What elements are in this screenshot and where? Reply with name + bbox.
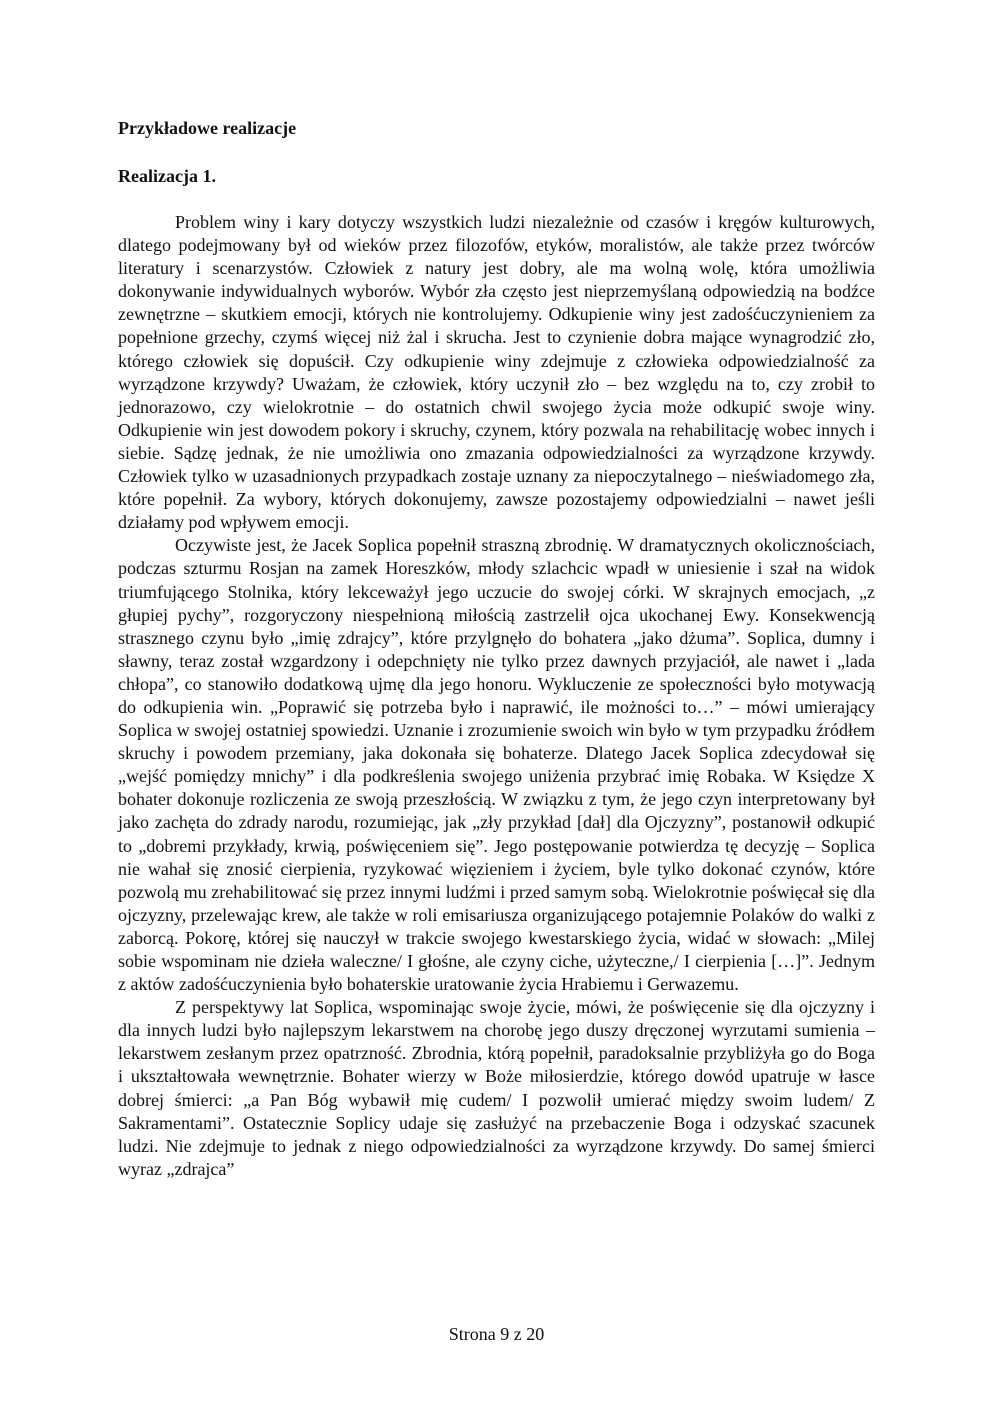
document-page — [118, 116, 875, 1181]
subsection-title: Realizacja 1. — [118, 166, 216, 186]
paragraph-1: Problem winy i kary dotyczy wszystkich ludzi niezależnie od czasów i kręgów kulturowych, dlatego podejmowany był od wieków przez filozofów, etyków, moralistów, ale także przez twórców literatury i scenarzystów. Człowiek z natury jest dobry, ale ma wolną wolę, która umożliwia dokonywanie indywidualnych wyborów. Wybór zła często jest nieprzemyślaną odpowiedzią na bodźce zewnętrzne – skutkiem emocji, których nie kontrolujemy. Odkupienie winy jest zadośćuczynieniem za popełnione grzechy, czymś więcej niż żal i skrucha. Jest to czynienie dobra mające wynagrodzić zło, którego człowiek się dopuścił. Czy odkupienie winy zdejmuje z człowieka odpowiedzialność za wyrządzone krzywdy? Uważam, że człowiek, który uczynił zło – bez względu na to, czy zrobił to jednorazowo, czy wielokrotnie – do ostatnich chwil swojego życia może odkupić swoje winy. Odkupienie win jest dowodem pokory i skruchy, czynem, który pozwala na rehabilitację wobec innych i siebie. Sądzę jednak, że nie umożliwia ono zmazania odpowiedzialności za wyrządzone krzywdy. Człowiek tylko w uzasadnionych przypadkach zostaje uznany za niepoczytalnego – nieświadomego zła, które popełnił. Za wybory, których dokonujemy, zawsze pozostajemy odpowiedzialni – nawet jeśli działamy pod wpływem emocji. — [118, 212, 875, 533]
page-number: Strona 9 z 20 — [448, 1324, 545, 1344]
section-title: Przykładowe realizacje — [118, 118, 297, 138]
paragraph-3: Z perspektywy lat Soplica, wspominając swoje życie, mówi, że poświęcenie się dla ojczyzny i dla innych ludzi było najlepszym lekarstwem na chorobę jego duszy dręczonej wyrzutami sumienia – lekarstwem zesłanym przez opatrzność. Zbrodnia, którą popełnił, paradoksalnie przybliżyła go do Boga i ukształtowała wewnętrznie. Bohater wierzy w Boże miłosierdzie, którego dowód upatruje w łasce dobrej śmierci: „a Pan Bóg wybawił mię cudem/ I pozwolił umierać między swoim ludem/ Z Sakramentami”. Ostatecznie Soplicy udaje się zasłużyć na przebaczenie Boga i odzyskać szacunek ludzi. Nie zdejmuje to jednak z niego odpowiedzialności za wyrządzone krzywdy. Do samej śmierci wyraz „zdrajca” — [118, 997, 875, 1179]
paragraph-2: Oczywiste jest, że Jacek Soplica popełnił straszną zbrodnię. W dramatycznych okolicznościach, podczas szturmu Rosjan na zamek Horeszków, młody szlachcic wpadł w uniesienie i szał na widok triumfującego Stolnika, który lekceważył jego uczucie do swojej córki. W skrajnych emocjach, „z głupiej pychy”, rozgoryczony niespełnioną miłością zastrzelił ojca ukochanej Ewy. Konsekwencją strasznego czynu było „imię zdrajcy”, które przylgnęło do bohatera „jako dżuma”. Soplica, dumny i sławny, teraz został wzgardzony i odepchnięty nie tylko przez dawnych przyjaciół, ale nawet i „lada chłopa”, co stanowiło dodatkową ujmę dla jego honoru. Wykluczenie ze społeczności było motywacją do odkupienia win. „Poprawić się potrzeba było i naprawić, ile możności to…” – mówi umierający Soplica w swojej ostatniej spowiedzi. Uznanie i zrozumienie swoich win było w tym przypadku źródłem skruchy i powodem przemiany, jaka dokonała się bohaterze. Dlatego Jacek Soplica zdecydował się „wejść pomiędzy mnichy” i dla podkreślenia swojego uniżenia przybrać imię Robaka. W Księdze X bohater dokonuje rozliczenia ze swoją przeszłością. W związku z tym, że jego czyn interpretowany był jako zachęta do zdrady narodu, rozumiejąc, jak „zły przykład [dał] dla Ojczyzny”, postanowił odkupić to „dobremi przykłady, krwią, poświęceniem się”. Jego postępowanie potwierdza tę decyzję – Soplica nie wahał się znosić cierpienia, ryzykować więzieniem i życiem, byle tylko dokonać czynów, które pozwolą mu zrehabilitować się przez innymi ludźmi i przed samym sobą. Wielokrotnie poświęcał się dla ojczyzny, przelewając krew, ale także w roli emisariusza organizującego potajemnie Polaków do walki z zaborcą. Pokorę, której się nauczył w trakcie swojego kwestarskiego życia, widać w słowach: „Milej sobie wspominam nie dzieła waleczne/ I głośne, ale czyny ciche, użyteczne,/ I cierpienia […]”. Jednym z aktów zadośćuczynienia było bohaterskie uratowanie życia Hrabiemu i Gerwazemu. — [118, 535, 875, 995]
